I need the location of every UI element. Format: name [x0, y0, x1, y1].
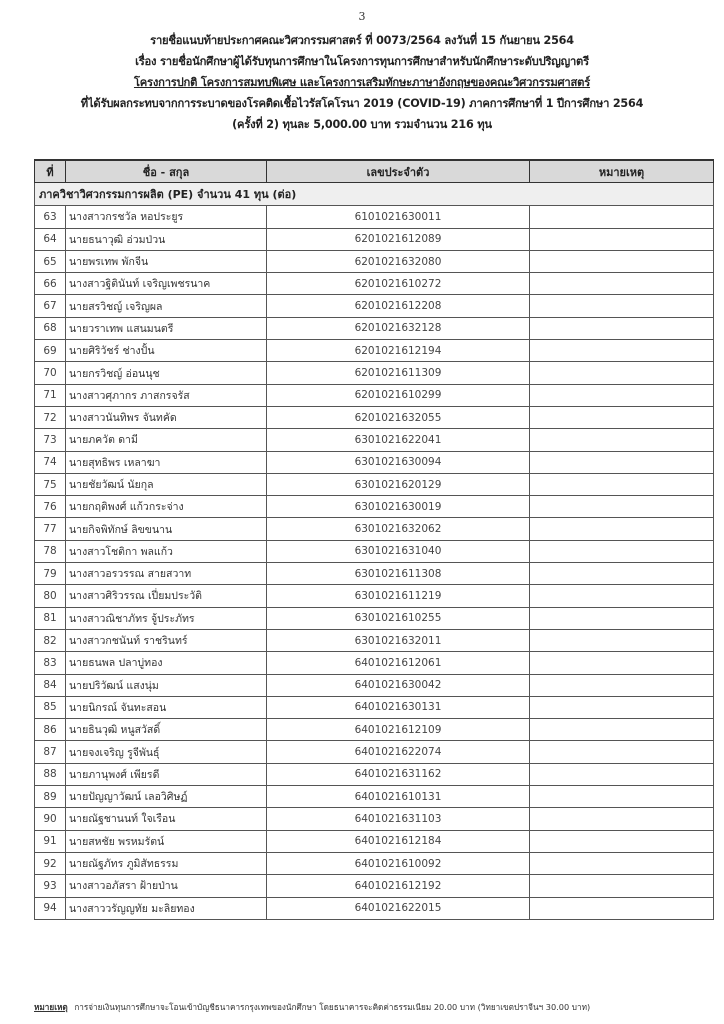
- cell-name: นายณัฐชานนท์ ใจเรือน: [66, 808, 267, 830]
- column-header-name: ชื่อ - สกุล: [66, 160, 267, 183]
- header-line-covid: ที่ได้รับผลกระทบจากการระบาดของโรคติดเชื้อไวรัสโคโรนา 2019 (COVID-19) ภาคการศึกษาที่ 1 ปีการศึกษา 2564: [80, 97, 644, 110]
- cell-name: นายพรเทพ พักจีน: [66, 250, 267, 272]
- cell-note: [530, 273, 714, 295]
- cell-name: นางสาวศิริวรรณ เปี่ยมประวัติ: [66, 585, 267, 607]
- cell-no: 83: [35, 652, 66, 674]
- cell-name: นายกฤติพงศ์ แก้วกระจ่าง: [66, 496, 267, 518]
- header-line-subject: เรื่อง รายชื่อนักศึกษาผู้ได้รับทุนการศึกษาในโครงการทุนการศึกษาสำหรับนักศึกษาระดับปริญญาตรี: [135, 55, 589, 68]
- table-row: [35, 228, 714, 250]
- table-row: [35, 250, 714, 272]
- table-row: [35, 786, 714, 808]
- cell-student-id: 6201021632055: [267, 406, 530, 428]
- table-row: [35, 607, 714, 629]
- table-row: [35, 852, 714, 874]
- cell-student-id: 6301021610255: [267, 607, 530, 629]
- cell-no: 84: [35, 674, 66, 696]
- footnote: [34, 1001, 714, 1014]
- cell-student-id: 6401021622074: [267, 741, 530, 763]
- cell-student-id: 6201021612089: [267, 228, 530, 250]
- cell-student-id: 6301021622041: [267, 429, 530, 451]
- cell-note: [530, 585, 714, 607]
- table-row: [35, 830, 714, 852]
- cell-note: [530, 629, 714, 651]
- header-line-announcement: รายชื่อแนบท้ายประกาศคณะวิศวกรรมศาสตร์ ที่ 0073/2564 ลงวันที่ 15 กันยายน 2564: [150, 34, 574, 47]
- cell-student-id: 6201021612208: [267, 295, 530, 317]
- cell-note: [530, 317, 714, 339]
- cell-note: [530, 473, 714, 495]
- cell-student-id: 6401021612192: [267, 875, 530, 897]
- cell-name: นายธินวุฒิ หนูสวัสดิ์: [66, 719, 267, 741]
- cell-student-id: 6401021610092: [267, 852, 530, 874]
- cell-name: นายปัญญาวัฒน์ เลอวิศิษฏ์: [66, 786, 267, 808]
- cell-no: 86: [35, 719, 66, 741]
- cell-note: [530, 563, 714, 585]
- table-row: [35, 496, 714, 518]
- cell-no: 94: [35, 897, 66, 919]
- cell-name: นายสหชัย พรหมรัตน์: [66, 830, 267, 852]
- cell-no: 74: [35, 451, 66, 473]
- table-row: [35, 451, 714, 473]
- cell-name: นายณัฐภัทร ภูมิสัทธรรม: [66, 852, 267, 874]
- cell-note: [530, 719, 714, 741]
- cell-note: [530, 652, 714, 674]
- cell-student-id: 6401021610131: [267, 786, 530, 808]
- cell-no: 92: [35, 852, 66, 874]
- cell-note: [530, 830, 714, 852]
- table-row: [35, 273, 714, 295]
- table-row: [35, 763, 714, 785]
- table-row: [35, 652, 714, 674]
- cell-student-id: 6201021610299: [267, 384, 530, 406]
- cell-student-id: 6401021612061: [267, 652, 530, 674]
- cell-name: นายภานุพงศ์ เพียรดี: [66, 763, 267, 785]
- cell-name: นายวราเทพ แสนมนตรี: [66, 317, 267, 339]
- table-row: [35, 295, 714, 317]
- table-header-row: [35, 160, 714, 183]
- cell-note: [530, 206, 714, 228]
- table-row: [35, 875, 714, 897]
- cell-student-id: 6301021611219: [267, 585, 530, 607]
- cell-no: 85: [35, 696, 66, 718]
- table-row: [35, 429, 714, 451]
- cell-student-id: 6401021631103: [267, 808, 530, 830]
- header-line-amount: (ครั้งที่ 2) ทุนละ 5,000.00 บาท รวมจำนวน 216 ทุน: [232, 118, 492, 131]
- cell-note: [530, 696, 714, 718]
- cell-no: 77: [35, 518, 66, 540]
- cell-no: 78: [35, 540, 66, 562]
- cell-no: 90: [35, 808, 66, 830]
- cell-student-id: 6301021632062: [267, 518, 530, 540]
- table-row: [35, 317, 714, 339]
- cell-note: [530, 496, 714, 518]
- cell-note: [530, 875, 714, 897]
- cell-no: 70: [35, 362, 66, 384]
- section-title: ภาควิชาวิศวกรรมการผลิต (PE) จำนวน 41 ทุน (ต่อ): [35, 183, 714, 206]
- cell-note: [530, 429, 714, 451]
- cell-note: [530, 897, 714, 919]
- cell-no: 89: [35, 786, 66, 808]
- cell-note: [530, 763, 714, 785]
- table-row: [35, 674, 714, 696]
- cell-name: นางสาวศุภากร ภาสกรจรัส: [66, 384, 267, 406]
- cell-name: นางสาวกชนันท์ ราชรินทร์: [66, 629, 267, 651]
- cell-no: 65: [35, 250, 66, 272]
- cell-no: 87: [35, 741, 66, 763]
- cell-student-id: 6301021620129: [267, 473, 530, 495]
- cell-no: 69: [35, 340, 66, 362]
- cell-no: 67: [35, 295, 66, 317]
- cell-student-id: 6401021612184: [267, 830, 530, 852]
- table-row: [35, 540, 714, 562]
- cell-name: นายกรวิชญ์ อ่อนนุช: [66, 362, 267, 384]
- table-row: [35, 384, 714, 406]
- cell-student-id: 6301021630019: [267, 496, 530, 518]
- cell-note: [530, 540, 714, 562]
- header-line-project: โครงการปกติ โครงการสมทบพิเศษ และโครงการเสริมทักษะภาษาอังกฤษของคณะวิศวกรรมศาสตร์: [133, 76, 591, 89]
- table-row: [35, 696, 714, 718]
- cell-name: นายธนพล ปลาบู่ทอง: [66, 652, 267, 674]
- table-row: [35, 206, 714, 228]
- cell-no: 73: [35, 429, 66, 451]
- cell-note: [530, 518, 714, 540]
- cell-student-id: 6401021630042: [267, 674, 530, 696]
- cell-no: 82: [35, 629, 66, 651]
- cell-student-id: 6301021632011: [267, 629, 530, 651]
- cell-student-id: 6201021612194: [267, 340, 530, 362]
- footnote-text: การจ่ายเงินทุนการศึกษาจะโอนเข้าบัญชีธนาคารกรุงเทพของนักศึกษา โดยธนาคารจะคิดค่าธรรมเนียม 20.00 บาท (วิทยาเขตปราจีนฯ 30.00 บาท): [74, 1002, 591, 1012]
- cell-note: [530, 607, 714, 629]
- cell-name: นายกิจพิทักษ์ ลิขขนาน: [66, 518, 267, 540]
- cell-note: [530, 674, 714, 696]
- cell-note: [530, 250, 714, 272]
- cell-no: 76: [35, 496, 66, 518]
- cell-note: [530, 741, 714, 763]
- cell-no: 79: [35, 563, 66, 585]
- cell-note: [530, 228, 714, 250]
- cell-student-id: 6401021631162: [267, 763, 530, 785]
- table-row: [35, 340, 714, 362]
- cell-no: 72: [35, 406, 66, 428]
- cell-no: 64: [35, 228, 66, 250]
- table-row: [35, 897, 714, 919]
- cell-name: นางสาวณิชาภัทร จู้ประภัทร: [66, 607, 267, 629]
- cell-note: [530, 786, 714, 808]
- cell-name: นางสาวโชติกา พลแก้ว: [66, 540, 267, 562]
- cell-name: นางสาวนันทิพร จันทคัด: [66, 406, 267, 428]
- table-row: [35, 563, 714, 585]
- table-row: [35, 741, 714, 763]
- cell-no: 71: [35, 384, 66, 406]
- cell-student-id: 6101021630011: [267, 206, 530, 228]
- table-row: [35, 719, 714, 741]
- table-row: [35, 473, 714, 495]
- cell-student-id: 6201021611309: [267, 362, 530, 384]
- table-row: [35, 518, 714, 540]
- cell-student-id: 6301021630094: [267, 451, 530, 473]
- cell-student-id: 6401021622015: [267, 897, 530, 919]
- cell-note: [530, 451, 714, 473]
- cell-no: 93: [35, 875, 66, 897]
- cell-note: [530, 852, 714, 874]
- cell-name: นายนิกรณ์ จันทะสอน: [66, 696, 267, 718]
- cell-note: [530, 808, 714, 830]
- cell-no: 66: [35, 273, 66, 295]
- cell-student-id: 6201021632128: [267, 317, 530, 339]
- cell-student-id: 6201021610272: [267, 273, 530, 295]
- cell-note: [530, 406, 714, 428]
- cell-name: นายสรวิชญ์ เจริญผล: [66, 295, 267, 317]
- cell-name: นางสาวฐิตินันท์ เจริญเพชรนาค: [66, 273, 267, 295]
- cell-name: นายชัยวัฒน์ นัยกุล: [66, 473, 267, 495]
- footnote-label: หมายเหตุ: [34, 1002, 68, 1012]
- cell-no: 63: [35, 206, 66, 228]
- cell-student-id: 6301021611308: [267, 563, 530, 585]
- cell-name: นายสุทธิพร เหลาฆา: [66, 451, 267, 473]
- table-row: [35, 629, 714, 651]
- section-row: [35, 183, 714, 206]
- cell-student-id: 6401021630131: [267, 696, 530, 718]
- table-row: [35, 585, 714, 607]
- cell-name: นางสาวกรชวัล หอประยูร: [66, 206, 267, 228]
- cell-note: [530, 384, 714, 406]
- cell-no: 88: [35, 763, 66, 785]
- cell-note: [530, 362, 714, 384]
- cell-name: นายปริวัฒน์ แสงนุ่ม: [66, 674, 267, 696]
- scholarship-table: [34, 159, 714, 920]
- page-number: 3: [358, 10, 366, 23]
- cell-student-id: 6401021612109: [267, 719, 530, 741]
- cell-student-id: 6301021631040: [267, 540, 530, 562]
- column-header-id: เลขประจำตัว: [267, 160, 530, 183]
- table-row: [35, 808, 714, 830]
- cell-no: 75: [35, 473, 66, 495]
- column-header-no: ที่: [35, 160, 66, 183]
- cell-name: นางสาวอภัสรา ฝ้ายป่าน: [66, 875, 267, 897]
- cell-name: นางสาวอรวรรณ สายสวาท: [66, 563, 267, 585]
- cell-name: นายภควัต ดามี: [66, 429, 267, 451]
- column-header-note: หมายเหตุ: [530, 160, 714, 183]
- table-row: [35, 362, 714, 384]
- cell-name: นายธนาวุฒิ อ่วมป่วน: [66, 228, 267, 250]
- document-header: [0, 30, 724, 135]
- cell-no: 81: [35, 607, 66, 629]
- cell-name: นายจงเจริญ รูจีพันธุ์: [66, 741, 267, 763]
- cell-note: [530, 340, 714, 362]
- cell-note: [530, 295, 714, 317]
- cell-no: 80: [35, 585, 66, 607]
- cell-no: 68: [35, 317, 66, 339]
- table-row: [35, 406, 714, 428]
- cell-no: 91: [35, 830, 66, 852]
- cell-student-id: 6201021632080: [267, 250, 530, 272]
- cell-name: นางสาววรัญญทัย มะลิยทอง: [66, 897, 267, 919]
- cell-name: นายศิริวัชร์ ช่างปั้น: [66, 340, 267, 362]
